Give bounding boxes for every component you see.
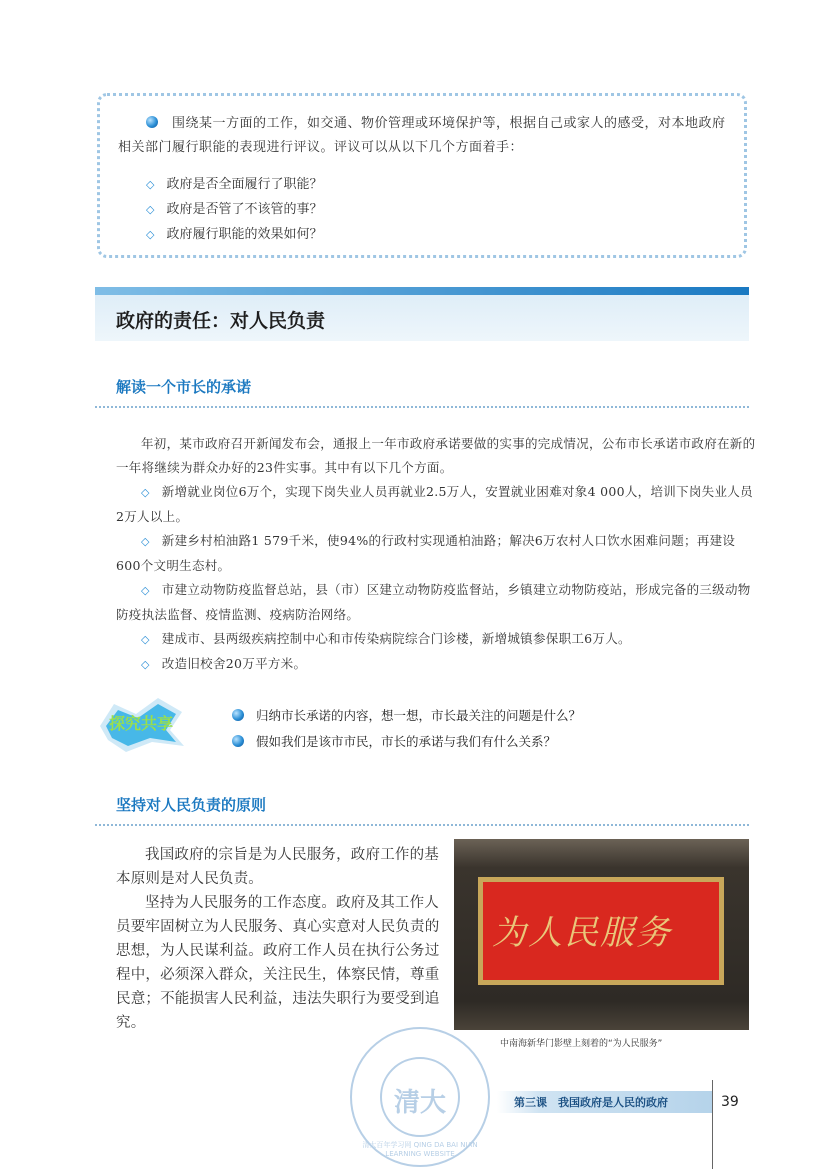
footer-lesson-title: 第三课 我国政府是人民的政府 xyxy=(514,1096,668,1109)
explore-question: 归纳市长承诺的内容，想一想，市长最关注的问题是什么？ xyxy=(232,706,581,724)
principle-text xyxy=(116,843,444,1035)
paragraph: 年初，某市政府召开新闻发布会，通报上一年市政府承诺要做的实事的完成情况，公布市长承诺市政府在新的一年将继续为群众办好的23件实事。其中有以下几个方面。 xyxy=(116,436,756,475)
explore-badge-icon xyxy=(96,696,186,754)
list-item: ◇ 政府履行职能的效果如何？ xyxy=(146,227,323,242)
diamond-icon: ◇ xyxy=(141,584,150,597)
photo-caption: 中南海新华门影壁上刻着的“为人民服务” xyxy=(500,1039,663,1049)
mayor-promise-text xyxy=(116,432,756,677)
diamond-icon: ◇ xyxy=(146,203,155,216)
plaque-calligraphy: 为人民服务 xyxy=(492,913,672,953)
intro-text xyxy=(118,112,738,160)
explore-badge-label: 探究共享 xyxy=(108,714,174,733)
dotted-divider xyxy=(95,824,749,826)
section-title: 政府的责任：对人民负责 xyxy=(116,310,326,332)
subsection-title-2: 坚持对人民负责的原则 xyxy=(116,796,267,814)
list-item: ◇ 政府是否管了不该管的事？ xyxy=(146,202,323,217)
explore-question: 假如我们是该市市民，市长的承诺与我们有什么关系？ xyxy=(232,732,556,750)
list-item: ◇ 市建立动物防疫监督总站，县（市）区建立动物防疫监督站，乡镇建立动物防疫站，形成完备的三级动物防疫执法监督、疫情监测、疫病防治网络。 xyxy=(116,582,751,622)
diamond-icon: ◇ xyxy=(141,486,150,499)
page-number: 39 xyxy=(721,1094,739,1110)
watermark-ring-text: 清大百年学习网 QING DA BAI NIAN LEARNING WEBSITE xyxy=(362,1141,478,1158)
intro-paragraph: 围绕某一方面的工作，如交通、物价管理或环境保护等，根据自己或家人的感受，对本地政府相关部门履行职能的表现进行评议。评议可以从以下几个方面着手： xyxy=(118,116,726,155)
paragraph: 我国政府的宗旨是为人民服务，政府工作的基本原则是对人民负责。 xyxy=(116,847,439,887)
diamond-icon: ◇ xyxy=(146,228,155,241)
blue-ball-icon xyxy=(232,709,244,721)
diamond-icon: ◇ xyxy=(141,535,150,548)
list-item: ◇ 新增就业岗位6万个，实现下岗失业人员再就业2.5万人，安置就业困难对象4 000人，培训下岗失业人员2万人以上。 xyxy=(116,484,753,524)
intro-list xyxy=(146,172,322,247)
blue-ball-icon xyxy=(146,116,158,128)
footer-divider xyxy=(712,1080,713,1169)
blue-ball-icon xyxy=(232,735,244,747)
subsection-title-1: 解读一个市长的承诺 xyxy=(116,378,252,396)
list-item: ◇ 新建乡村柏油路1 579千米，使94%的行政村实现通柏油路；解决6万农村人口饮水困难问题；再建设600个文明生态村。 xyxy=(116,533,736,573)
diamond-icon: ◇ xyxy=(141,633,150,646)
diamond-icon: ◇ xyxy=(146,178,155,191)
dotted-divider xyxy=(95,406,749,408)
list-item: ◇ 改造旧校舍20万平方米。 xyxy=(141,656,307,671)
section-header-bar xyxy=(95,287,749,295)
list-item: ◇ 建成市、县两级疾病控制中心和市传染病院综合门诊楼，新增城镇参保职工6万人。 xyxy=(141,631,631,646)
list-item: ◇ 政府是否全面履行了职能？ xyxy=(146,177,323,192)
diamond-icon: ◇ xyxy=(141,658,150,671)
paragraph: 坚持为人民服务的工作态度。政府及其工作人员要牢固树立为人民服务、真心实意对人民负责的思想，为人民谋利益。政府工作人员在执行公务过程中，必须深入群众，关注民生，体察民情，尊重民意；不能损害人民利益，违法失职行为要受到追究。 xyxy=(116,895,440,1031)
watermark-center-text: 清大 xyxy=(394,1088,447,1118)
